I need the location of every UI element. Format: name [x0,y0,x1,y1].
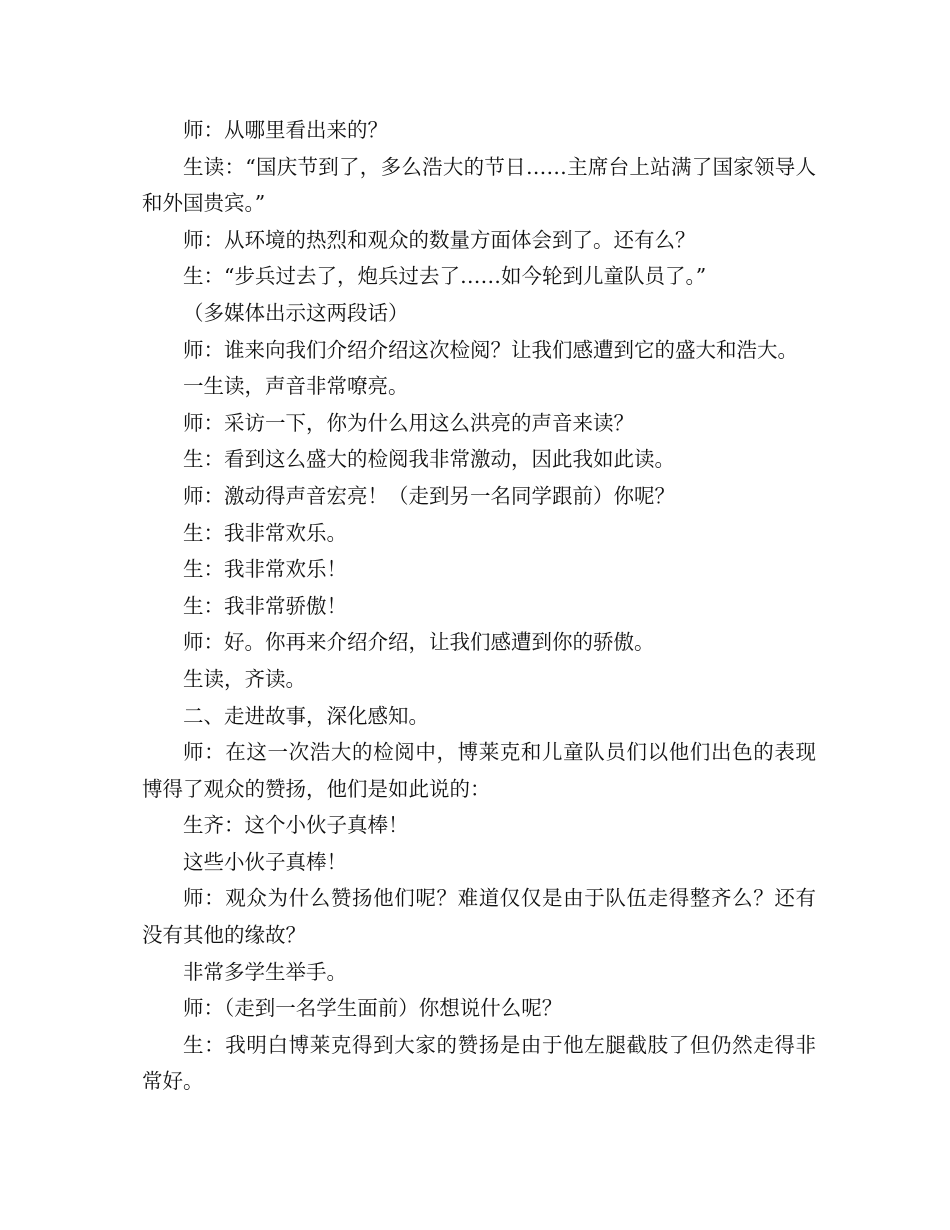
paragraph: 师：从哪里看出来的？ [183,118,388,142]
paragraph: 生读：“国庆节到了，多么浩大的节日……主席台上站满了国家领导人和外国贵宾。” [142,154,816,216]
paragraph: 师：谁来向我们介绍介绍这次检阅？让我们感遭到它的盛大和浩大。 [183,337,798,362]
paragraph: 师：好。你再来介绍介绍，让我们感遭到你的骄傲。 [183,630,655,655]
paragraph: 生：我非常欢乐。 [183,520,347,545]
paragraph: 师：在这一次浩大的检阅中，博莱克和儿童队员们以他们出色的表现博得了观众的赞扬，他们是如此说的： [142,740,816,801]
paragraph: 生：看到这么盛大的检阅我非常激动，因此我如此读。 [183,447,675,472]
paragraph: 生：“步兵过去了，炮兵过去了……如今轮到儿童队员了。” [183,264,707,289]
paragraph: 师：（走到一名学生面前）你想说什么呢？ [183,996,563,1021]
paragraph: 师：观众为什么赞扬他们呢？难道仅仅是由于队伍走得整齐么？还有没有其他的缘故？ [142,886,816,948]
paragraph: 生：我非常骄傲！ [183,593,347,618]
paragraph: 师：从环境的热烈和观众的数量方面体会到了。还有么？ [183,227,696,252]
paragraph: （多媒体出示这两段话） [183,300,409,325]
paragraph: 一生读，声音非常嘹亮。 [183,374,409,399]
paragraph: 师：激动得声音宏亮！（走到另一名同学跟前）你呢？ [183,483,675,508]
paragraph: 非常多学生举手。 [183,959,347,984]
paragraph: 生：我非常欢乐！ [183,557,347,582]
section-heading: 二、走进故事，深化感知。 [183,703,429,728]
paragraph: 这些小伙子真棒！ [183,849,347,874]
paragraph: 生齐：这个小伙子真棒！ [183,813,409,838]
paragraph: 师：采访一下，你为什么用这么洪亮的声音来读？ [183,410,634,435]
paragraph: 生：我明白博莱克得到大家的赞扬是由于他左腿截肢了但仍然走得非常好。 [142,1032,816,1094]
paragraph: 生读，齐读。 [183,666,306,691]
document-body [142,112,816,1100]
